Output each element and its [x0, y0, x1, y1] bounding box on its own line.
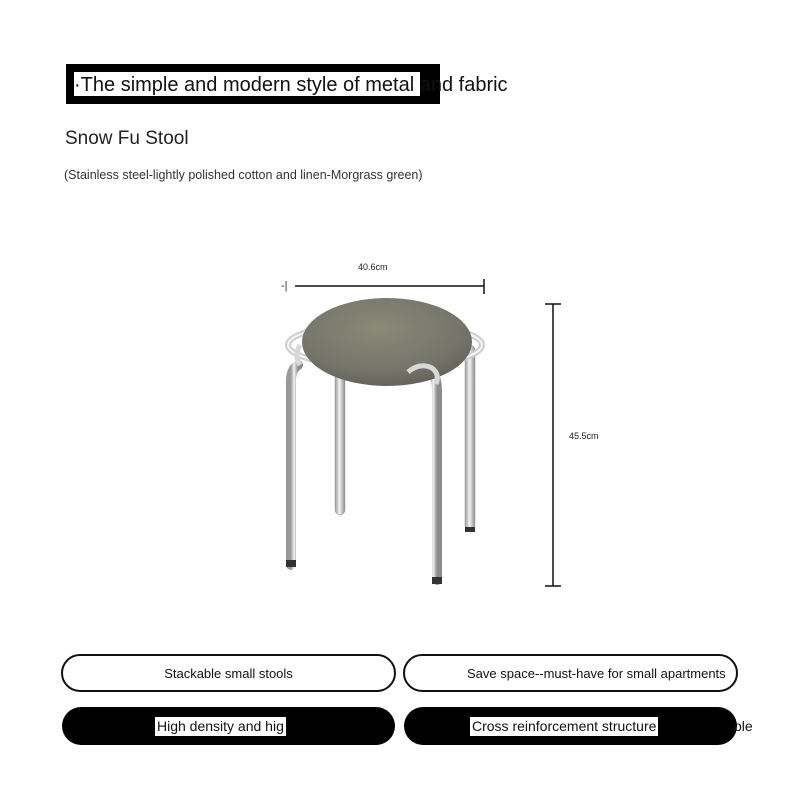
- feature-stackable-label: Stackable small stools: [164, 665, 293, 681]
- feature-pill-save-space: [403, 654, 738, 692]
- feature-pill-stackable: [61, 654, 396, 692]
- feature-pill-cross: [404, 707, 737, 745]
- feature-pill-density: [62, 707, 395, 745]
- width-dimension-label: 40.6cm: [358, 262, 388, 272]
- feature-cross-label: Cross reinforcement structure: [472, 717, 657, 734]
- foot-left: [286, 560, 296, 567]
- seat-cushion: [302, 298, 472, 386]
- width-left-tick: -|: [281, 280, 288, 292]
- foot-back-right: [465, 527, 475, 532]
- product-title: Snow Fu Stool: [65, 128, 189, 149]
- front-leg-right: [430, 372, 437, 580]
- feature-trailing-text: ole: [734, 718, 753, 734]
- back-leg-right: [465, 345, 475, 530]
- height-dimension-label: 45.5cm: [569, 431, 599, 441]
- feature-save-space-label: Save space--must-have for small apartments: [467, 665, 726, 681]
- headline-content: The simple and modern style of metal and fabric: [80, 74, 508, 96]
- front-leg-left: [291, 365, 298, 565]
- foot-right: [432, 577, 442, 584]
- product-material: (Stainless steel-lightly polished cotton and linen-Morgrass green): [64, 168, 423, 182]
- back-leg-left: [335, 360, 345, 515]
- headline-prefix: ·: [74, 74, 81, 96]
- feature-density-label: High density and hig: [157, 717, 284, 734]
